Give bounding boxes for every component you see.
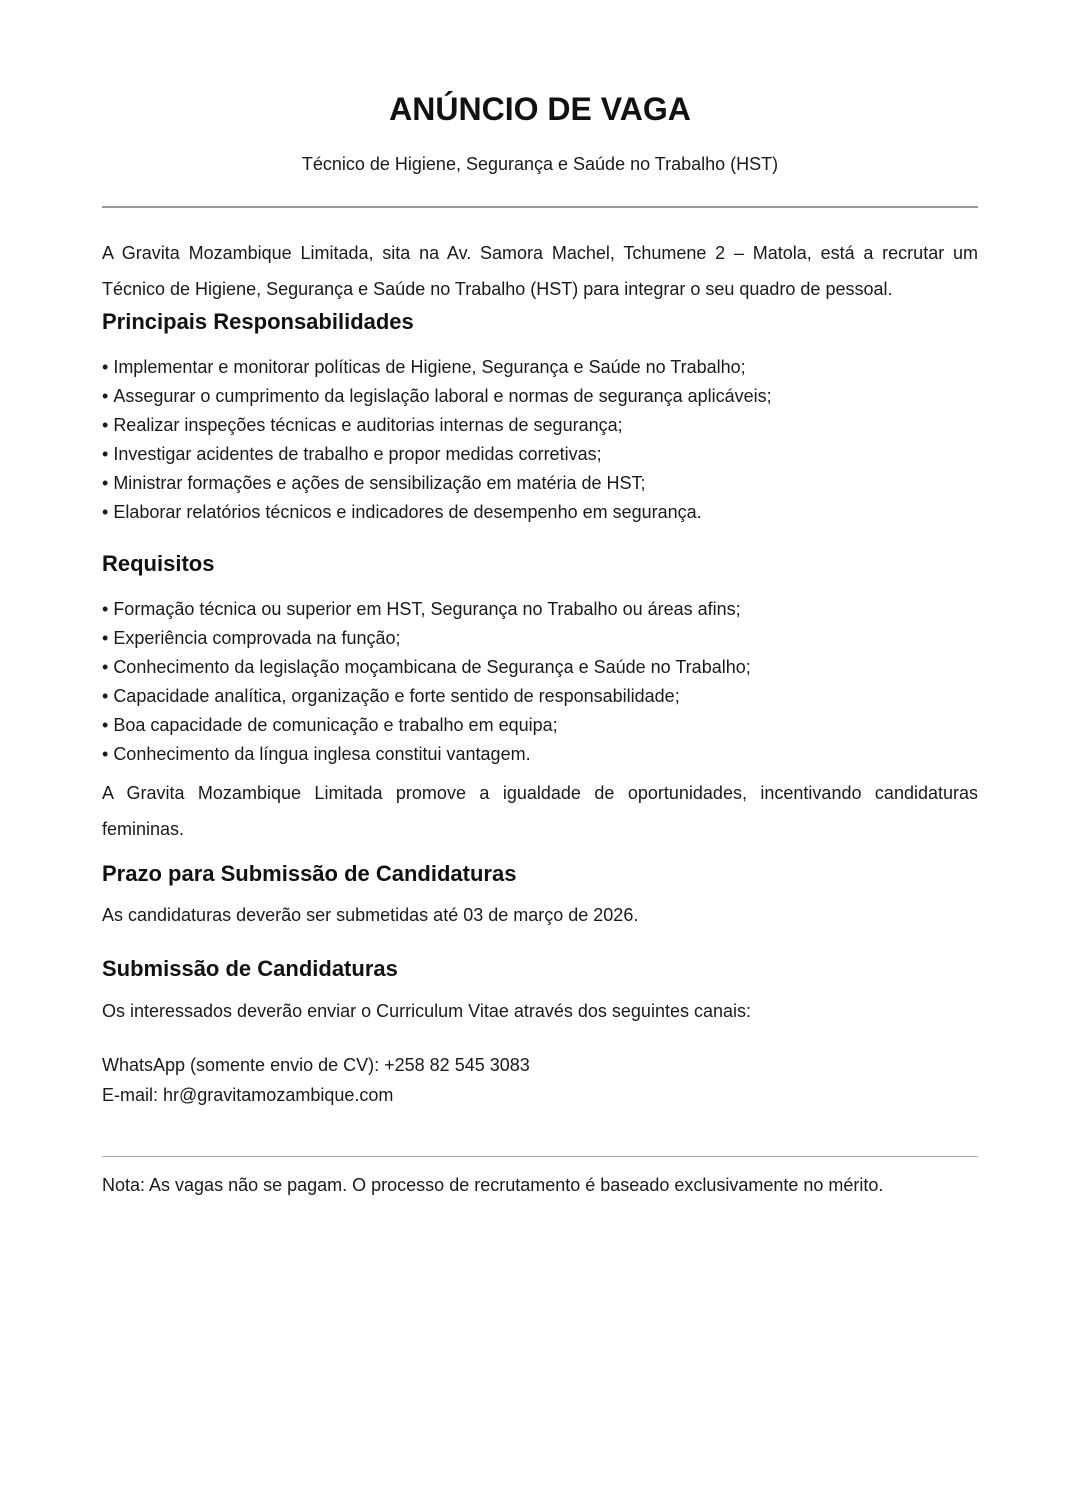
- deadline-text: As candidaturas deverão ser submetidas até 03 de março de 2026.: [102, 905, 639, 925]
- footer-note: Nota: As vagas não se pagam. O processo de recrutamento é baseado exclusivamente no mérito.: [102, 1175, 884, 1195]
- equality-paragraph: A Gravita Mozambique Limitada promove a igualdade de oportunidades, incentivando candidaturas femininas.: [102, 783, 978, 839]
- list-item: • Realizar inspeções técnicas e auditorias internas de segurança;: [102, 411, 978, 440]
- responsibilities-list: [102, 353, 978, 527]
- section-heading-responsibilities: Principais Responsabilidades: [102, 309, 414, 334]
- document-page: [102, 0, 978, 1200]
- email-contact-line: E-mail: hr@gravitamozambique.com: [102, 1085, 394, 1105]
- section-heading-deadline: Prazo para Submissão de Candidaturas: [102, 861, 517, 886]
- bottom-divider: [102, 1156, 978, 1157]
- submission-intro-text: Os interessados deverão enviar o Curriculum Vitae através dos seguintes canais:: [102, 1001, 752, 1021]
- list-item: • Implementar e monitorar políticas de Higiene, Segurança e Saúde no Trabalho;: [102, 353, 978, 382]
- contact-block: [102, 1050, 978, 1110]
- list-item: • Conhecimento da legislação moçambicana de Segurança e Saúde no Trabalho;: [102, 653, 978, 682]
- whatsapp-contact-line: WhatsApp (somente envio de CV): +258 82 545 3083: [102, 1055, 530, 1075]
- page-title: ANÚNCIO DE VAGA: [389, 91, 691, 127]
- section-heading-requirements: Requisitos: [102, 551, 215, 576]
- list-item: • Elaborar relatórios técnicos e indicadores de desempenho em segurança.: [102, 498, 978, 527]
- top-divider: [102, 206, 978, 208]
- list-item: • Conhecimento da língua inglesa constitui vantagem.: [102, 740, 978, 769]
- job-title-subtitle: Técnico de Higiene, Segurança e Saúde no Trabalho (HST): [301, 154, 779, 174]
- list-item: • Boa capacidade de comunicação e trabalho em equipa;: [102, 711, 978, 740]
- intro-paragraph: A Gravita Mozambique Limitada, sita na Av. Samora Machel, Tchumene 2 – Matola, está a recrutar um Técnico de Higiene, Segurança e Saúde no Trabalho (HST) para integrar o seu quadro de pessoal.: [102, 243, 978, 299]
- requirements-list: [102, 595, 978, 769]
- list-item: • Experiência comprovada na função;: [102, 624, 978, 653]
- list-item: • Ministrar formações e ações de sensibilização em matéria de HST;: [102, 469, 978, 498]
- list-item: • Investigar acidentes de trabalho e propor medidas corretivas;: [102, 440, 978, 469]
- list-item: • Assegurar o cumprimento da legislação laboral e normas de segurança aplicáveis;: [102, 382, 978, 411]
- list-item: • Capacidade analítica, organização e forte sentido de responsabilidade;: [102, 682, 978, 711]
- section-heading-submission: Submissão de Candidaturas: [102, 956, 398, 981]
- list-item: • Formação técnica ou superior em HST, Segurança no Trabalho ou áreas afins;: [102, 595, 978, 624]
